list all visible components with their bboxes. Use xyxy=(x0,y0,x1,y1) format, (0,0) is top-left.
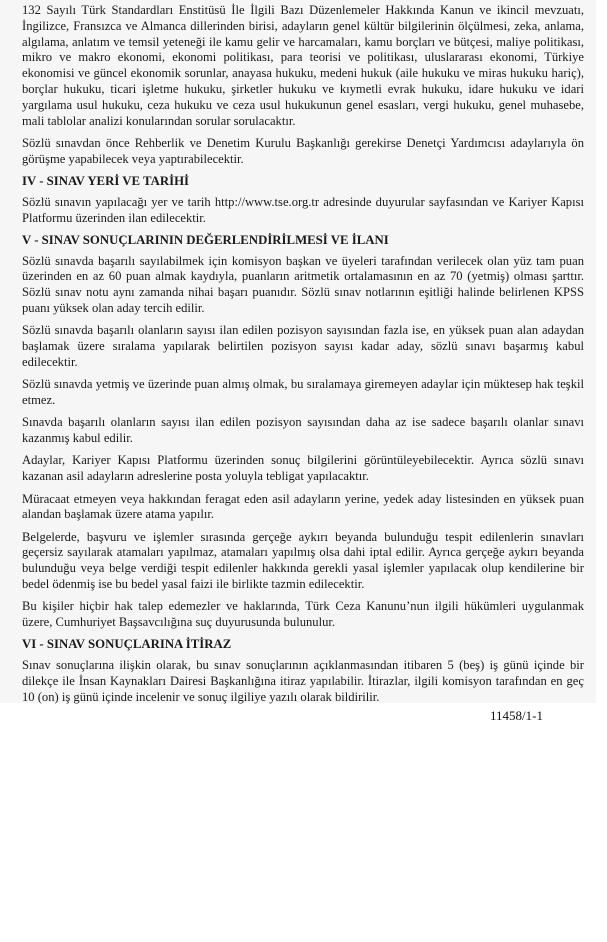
paragraph-preliminary-interview: Sözlü sınavdan önce Rehberlik ve Denetim Kurulu Başkanlığı gerekirse Denetçi Yardımcısı adaylarıyla ön görüşme yapabilecek veya yaptırabilecektir. xyxy=(22,135,584,166)
paragraph-no-acquired-right: Sözlü sınavda yetmiş ve üzerinde puan almış olmak, bu sıralamaya giremeyen adaylar için müktesep hak teşkil etmez. xyxy=(22,377,584,408)
paragraph-fewer-successful: Sınavda başarılı olanların sayısı ilan edilen pozisyon sayısından daha az ise sadece başarılı olanlar sınavı kazanmış kabul edilir. xyxy=(22,415,584,446)
paragraph-passing-score: Sözlü sınavda başarılı sayılabilmek için komisyon başkan ve üyeleri tarafından verilecek olan yüz tam puan üzerinden en az 60 puan almak kaydıyla, puanların aritmetik ortalamasının en az 70 (yetmiş) olması şarttır. Sözlü sınav notu aynı zamanda nihai başarı puanıdır. Sözlü sınav notlarının eşitliği halinde belirlenen KPSS puanı yüksek olan aday tercih edilir. xyxy=(22,253,584,316)
document-body xyxy=(22,3,584,712)
section-vi-heading: VI - SINAV SONUÇLARINA İTİRAZ xyxy=(22,637,232,652)
section-v-heading: V - SINAV SONUÇLARININ DEĞERLENDİRİLMESİ VE İLANI xyxy=(22,232,389,247)
paragraph-ranking: Sözlü sınavda başarılı olanların sayısı ilan edilen pozisyon sayısından fazla ise, en yüksek puan alan adaydan başlamak üzere sıralama yapılarak belirtilen pozisyon sayısı kadar aday, sözlü sınavı başarmış kabul edilecektir. xyxy=(22,323,584,369)
reference-number: 11458/1-1 xyxy=(490,708,543,723)
paragraph-exam-place-date: Sözlü sınavın yapılacağı yer ve tarih http://www.tse.org.tr adresinde duyurular sayfasından ve Kariyer Kapısı Platformu üzerinden ilan edilecektir. xyxy=(22,194,584,225)
paragraph-criminal-complaint: Bu kişiler hiçbir hak talep edemezler ve haklarında, Türk Ceza Kanunu’nun ilgili hükümleri uygulanmak üzere, Cumhuriyet Başsavcılığına suç duyurusunda bulunulur. xyxy=(22,599,584,630)
paragraph-results-notification: Adaylar, Kariyer Kapısı Platformu üzerinden sonuç bilgilerini görüntüleyebilecektir. Ayrıca sözlü sınavı kazanan asil adayların adreslerine posta yoluyla tebligat yapılacaktır. xyxy=(22,453,584,484)
section-iv-heading: IV - SINAV YERİ VE TARİHİ xyxy=(22,173,190,188)
paragraph-exam-topics: 132 Sayılı Türk Standardları Enstitüsü İle İlgili Bazı Düzenlemeler Hakkında Kanun ve ikincil mevzuatı, İngilizce, Fransızca ve Almanca dillerinden birisi, adayların genel kültür bilgilerinin ölçülmesi, zeka, anlama, algılama, anlatım ve temsil yeteneği ile kamu gelir ve harcamaları, kamu borçları ve bütçesi, maliye politikası, mikro ve makro ekonomi, ekonomi politikası, para teorisi ve politikası, uluslararası ekonomi, Türkiye ekonomisi ve güncel ekonomik sorunlar, anayasa hukuku, medeni hukuk (aile hukuku ve miras hukuku hariç), borçlar hukuku, ticari işletme hukuku, şirketler hukuku ve kıymetli evrak hukuku, idare hukuku ve idari yargılama usul hukuku, ceza hukuku ve ceza usul hukukunun genel esasları, vergi hukuku, genel muhasebe, mali tablolar analizi konularından sorular sorulacaktır. xyxy=(22,3,584,128)
paragraph-false-declaration: Belgelerde, başvuru ve işlemler sırasında gerçeğe aykırı beyanda bulunduğu tespit edilenlerin sınavları geçersiz sayılarak atamaları yapılmaz, atamaları yapılmış olsa dahi iptal edilir. Ayrıca gerçeğe aykırı beyanda bulunduğu veya belge verdiği tespit edilenler hakkında gerekli yasal işlemler yapılacak olup kendilerine bir bedel ödenmiş ise bu bedel yasal faizi ile birlikte tazmin edilecektir. xyxy=(22,529,584,591)
paragraph-substitute-candidates: Müracaat etmeyen veya hakkından feragat eden asil adayların yerine, yedek aday listesinden en yüksek puan alandan başlamak üzere atama yapılır. xyxy=(22,491,584,522)
paragraph-objection: Sınav sonuçlarına ilişkin olarak, bu sınav sonuçlarının açıklanmasından itibaren 5 (beş) iş günü içinde bir dilekçe ile İnsan Kaynakları Dairesi Başkanlığına itiraz yapılabilir. İtirazlar, ilgili komisyon tarafından en geç 10 (on) iş günü içinde incelenir ve sonuç ilgiliye yazılı olarak bildirilir. xyxy=(22,658,584,704)
